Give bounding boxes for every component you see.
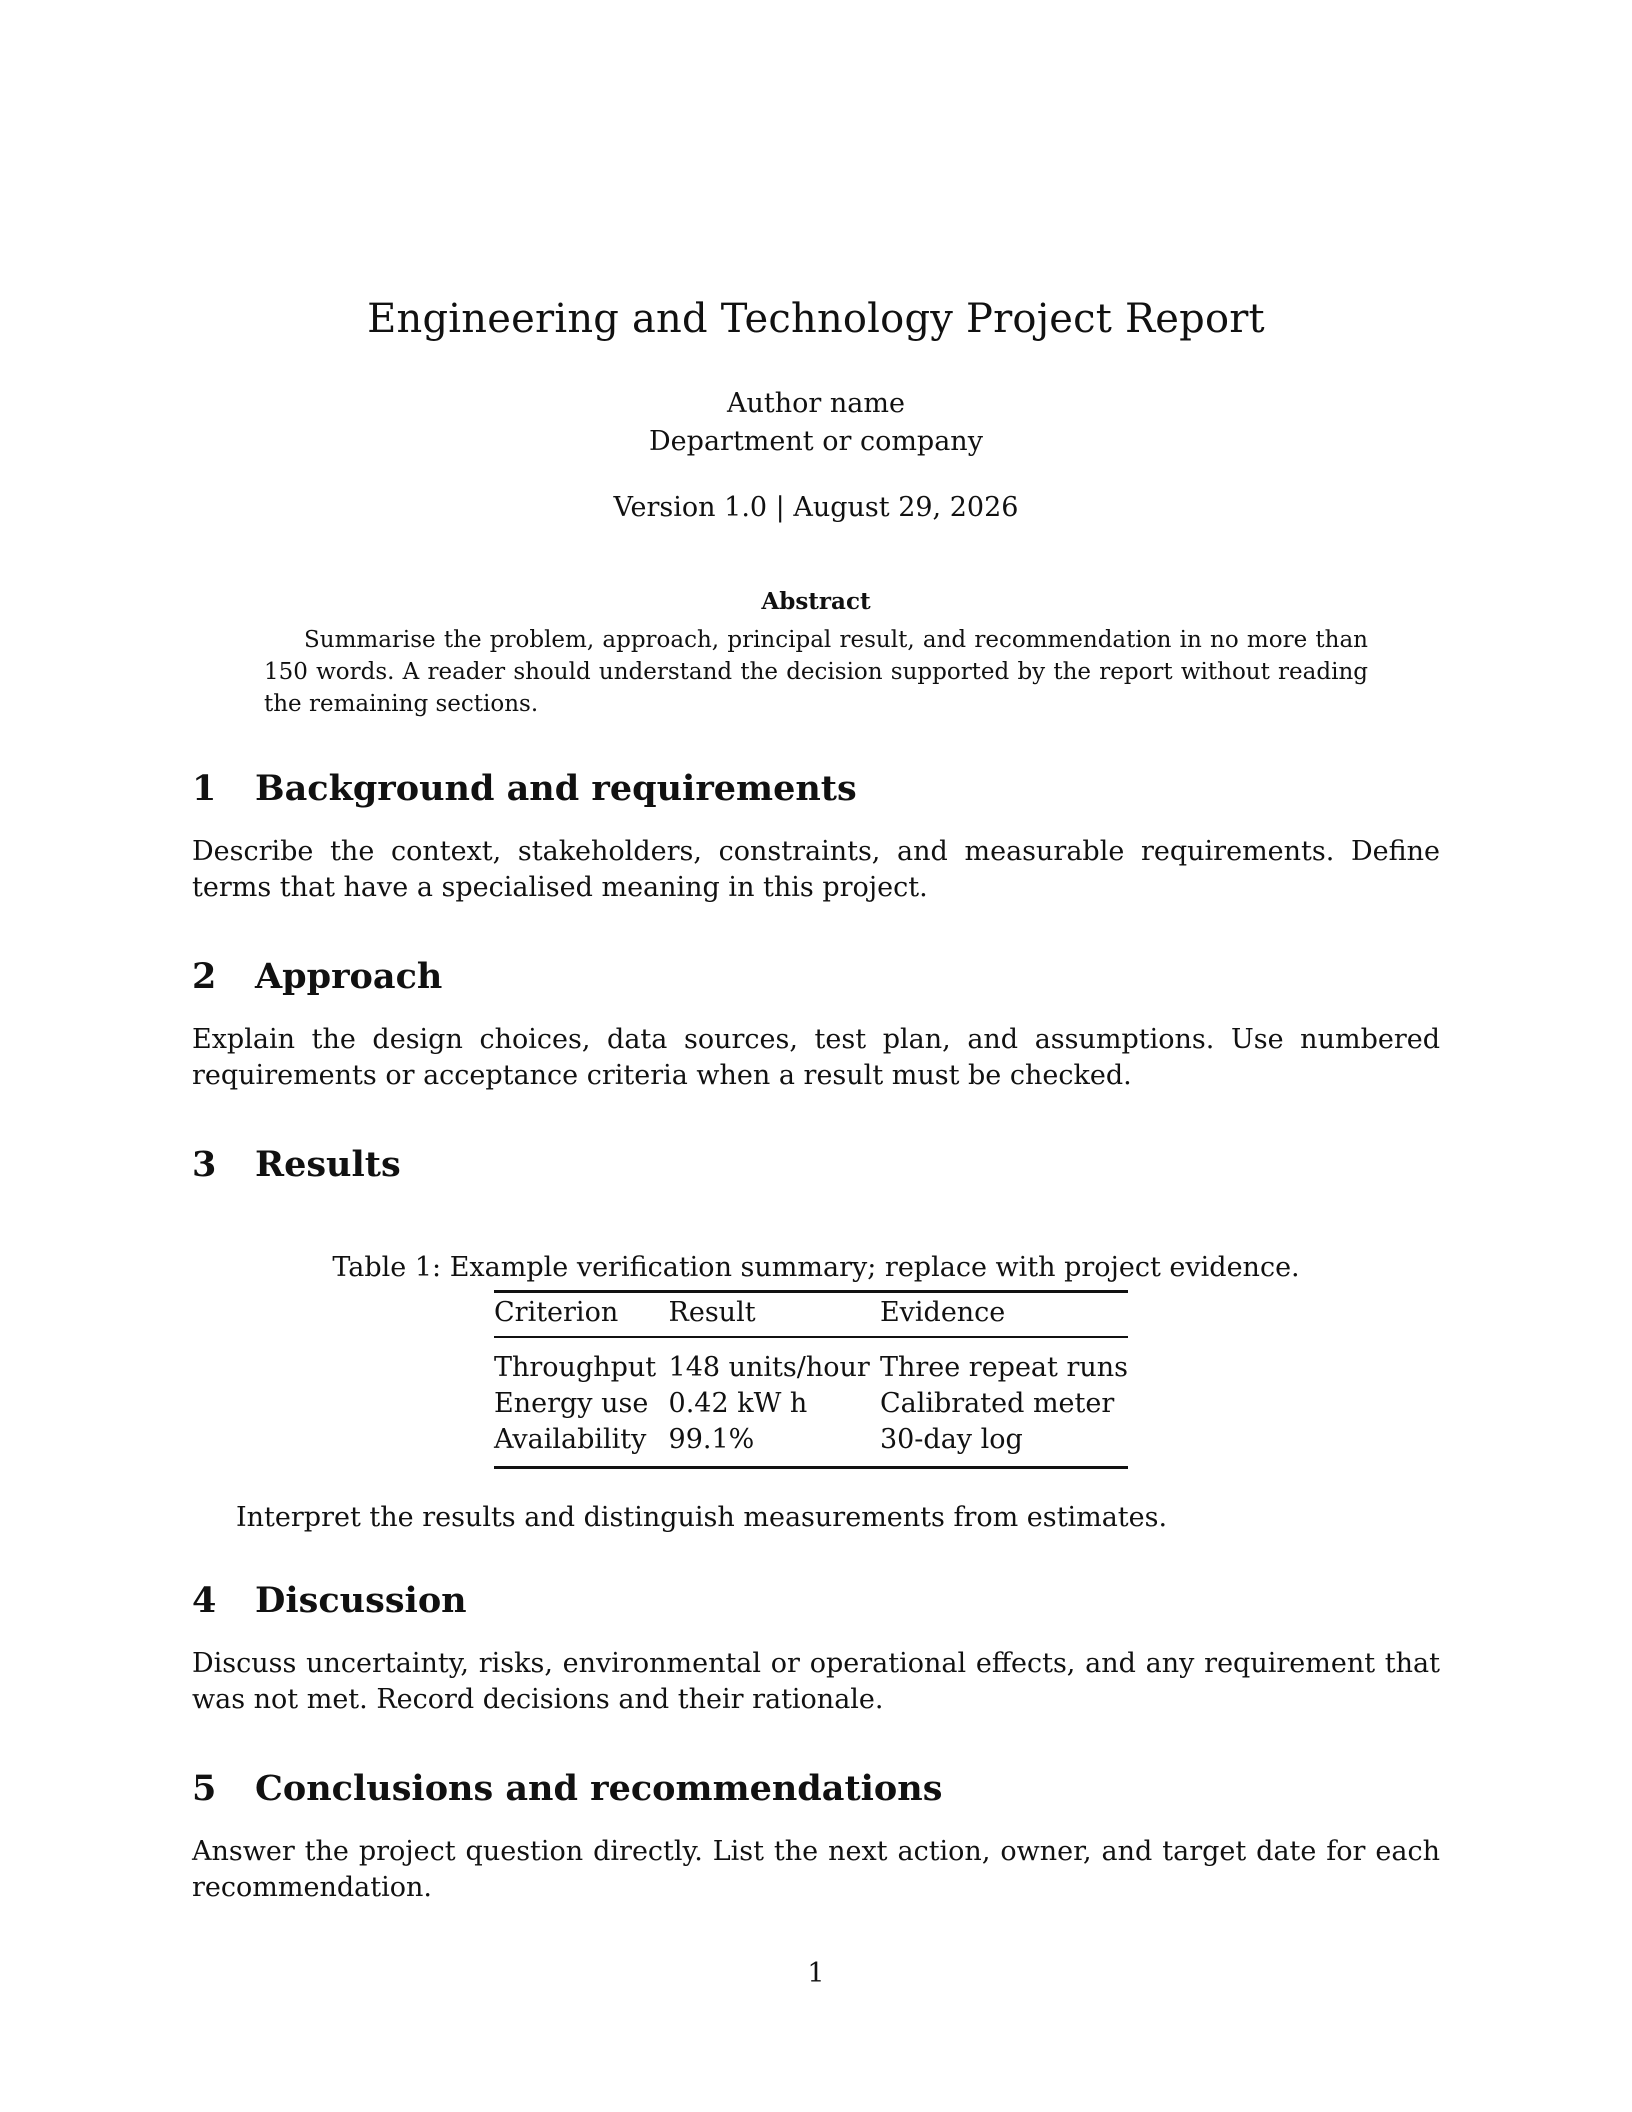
table-cell: Three repeat runs xyxy=(879,1352,1128,1383)
section-title: Results xyxy=(255,1144,401,1185)
department-name: Department or company xyxy=(649,426,983,457)
section-number: 5 xyxy=(192,1768,217,1809)
section-title: Discussion xyxy=(255,1580,467,1621)
column-header: Criterion xyxy=(494,1292,669,1338)
section-heading-discussion xyxy=(192,1580,467,1621)
abstract-heading: Abstract xyxy=(761,588,871,615)
table-cell: 30-day log xyxy=(880,1422,1128,1468)
section-heading-results xyxy=(192,1144,401,1185)
table-cell: 0.42 kW h xyxy=(668,1388,808,1419)
section-text-approach: Explain the design choices, data sources, test plan, and assumptions. Use numbered requirements or acceptance criteria when a result must be checked. xyxy=(192,1024,1440,1091)
section-number: 1 xyxy=(192,768,217,809)
section-title: Background and requirements xyxy=(255,768,857,809)
table-caption: Table 1: Example verification summary; replace with project evidence. xyxy=(332,1252,1300,1283)
section-heading-approach xyxy=(192,956,442,997)
section-number: 4 xyxy=(192,1580,217,1621)
section-text-background: Describe the context, stakeholders, constraints, and measurable requirements. Define terms that have a specialised meaning in this project. xyxy=(192,836,1440,903)
section-number: 3 xyxy=(192,1144,217,1185)
table-cell: Calibrated meter xyxy=(879,1388,1115,1419)
table-row xyxy=(494,1422,1128,1468)
table-row xyxy=(494,1386,1128,1422)
column-header: Evidence xyxy=(880,1292,1128,1338)
table-header-row xyxy=(494,1292,1128,1338)
section-text-conclusions: Answer the project question directly. List the next action, owner, and target date for each recommendation. xyxy=(192,1836,1440,1903)
section-number: 2 xyxy=(192,956,217,997)
table-cell: 99.1% xyxy=(669,1422,880,1468)
table-cell: 148 units/hour xyxy=(668,1352,870,1383)
abstract-text: Summarise the problem, approach, principal result, and recommendation in no more than 150 words. A reader should understand the decision supported by the report without reading the remaining sections. xyxy=(264,627,1368,717)
version-date-line: Version 1.0 | August 29, 2026 xyxy=(613,492,1019,523)
section-heading-conclusions xyxy=(192,1768,942,1809)
column-header: Result xyxy=(669,1292,880,1338)
table-row xyxy=(494,1337,1128,1386)
document-title: Engineering and Technology Project Report xyxy=(367,296,1265,342)
page-number: 1 xyxy=(807,1958,825,1989)
section-title: Conclusions and recommendations xyxy=(255,1768,943,1809)
table-cell: Energy use xyxy=(494,1388,649,1419)
author-name: Author name xyxy=(727,388,905,419)
table-cell: Throughput xyxy=(494,1352,657,1383)
verification-table xyxy=(494,1290,1128,1469)
section-heading-background xyxy=(192,768,857,809)
section-text-results: Interpret the results and distinguish measurements from estimates. xyxy=(236,1502,1168,1533)
section-title: Approach xyxy=(255,956,443,997)
table-cell: Availability xyxy=(494,1422,669,1468)
section-text-discussion: Discuss uncertainty, risks, environmental or operational effects, and any requirement that was not met. Record decisions and their rationale. xyxy=(192,1648,1440,1715)
